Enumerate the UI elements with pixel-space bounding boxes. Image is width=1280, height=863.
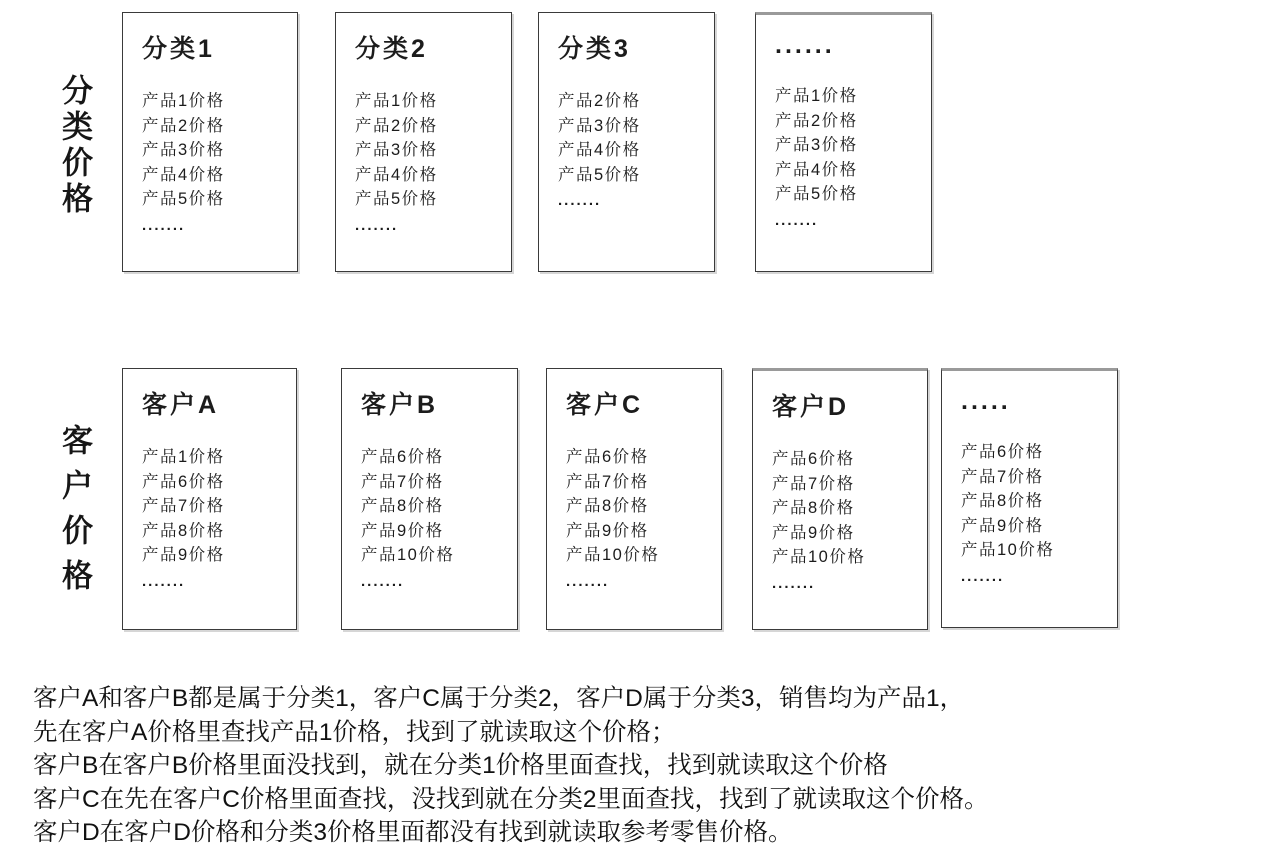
price-item: 产品5价格 bbox=[558, 165, 641, 184]
ellipsis-dots: ....... bbox=[566, 572, 610, 590]
price-item: 产品4价格 bbox=[142, 165, 225, 184]
customer-prices-row-label: 客户价格 bbox=[57, 424, 92, 604]
price-item: 产品6价格 bbox=[361, 448, 444, 466]
price-item: 产品6价格 bbox=[566, 448, 649, 466]
description-line: 先在客户A价格里查找产品1价格，找到了就读取这个价格； bbox=[33, 718, 676, 746]
category-prices-row-label: 分类价格 bbox=[57, 74, 92, 218]
price-item: 产品2价格 bbox=[142, 116, 225, 135]
description-line: 客户B在客户B价格里面没找到，就在分类1价格里面查找，找到就读取这个价格 bbox=[33, 752, 888, 779]
price-item: 产品9价格 bbox=[361, 521, 444, 540]
description-line: 客户C在先在客户C价格里面查找，没找到就在分类2里面查找，找到了就读取这个价格。 bbox=[33, 785, 989, 813]
ellipsis-dots: ....... bbox=[961, 567, 1005, 585]
price-item: 产品6价格 bbox=[772, 450, 855, 468]
price-item: 产品4价格 bbox=[558, 141, 641, 159]
description-line: 客户A和客户B都是属于分类1，客户C属于分类2，客户D属于分类3，销售均为产品1， bbox=[33, 685, 965, 712]
category-box-more bbox=[755, 12, 932, 272]
price-item: 产品9价格 bbox=[142, 546, 225, 564]
price-item: 产品6价格 bbox=[142, 472, 225, 491]
price-item: 产品9价格 bbox=[961, 516, 1044, 535]
price-item: 产品3价格 bbox=[775, 136, 858, 154]
customer-box-a bbox=[122, 368, 297, 630]
ellipsis-dots: ....... bbox=[558, 192, 602, 209]
price-item: 产品10价格 bbox=[361, 546, 455, 564]
box-title: 客户C bbox=[566, 391, 644, 419]
category-box-2 bbox=[335, 12, 512, 272]
price-item: 产品6价格 bbox=[961, 443, 1044, 461]
price-item: 产品4价格 bbox=[775, 160, 858, 179]
price-item: 产品1价格 bbox=[142, 92, 225, 110]
price-item: 产品7价格 bbox=[361, 472, 444, 491]
price-item: 产品1价格 bbox=[142, 448, 225, 466]
price-item: 产品10价格 bbox=[566, 546, 660, 564]
ellipsis-dots: ....... bbox=[355, 216, 399, 234]
price-item: 产品2价格 bbox=[558, 92, 641, 110]
ellipsis-dots: ....... bbox=[361, 572, 405, 590]
price-item: 产品1价格 bbox=[775, 87, 858, 105]
ellipsis-dots: ....... bbox=[142, 216, 186, 234]
ellipsis-dots: ....... bbox=[775, 211, 819, 229]
ellipsis-dots: ....... bbox=[772, 574, 816, 592]
box-title: ...... bbox=[775, 31, 835, 59]
pricing-logic-description bbox=[33, 682, 1268, 850]
price-item: 产品10价格 bbox=[772, 548, 866, 566]
customer-box-b bbox=[341, 368, 518, 630]
category-box-1 bbox=[122, 12, 298, 272]
price-item: 产品2价格 bbox=[775, 111, 858, 130]
price-item: 产品8价格 bbox=[361, 497, 444, 515]
price-item: 产品5价格 bbox=[775, 185, 858, 203]
price-item: 产品8价格 bbox=[961, 492, 1044, 510]
box-title: 分类2 bbox=[355, 35, 428, 63]
price-item: 产品9价格 bbox=[772, 523, 855, 542]
price-item: 产品7价格 bbox=[566, 472, 649, 491]
customer-box-c bbox=[546, 368, 722, 630]
price-item: 产品8价格 bbox=[142, 521, 225, 540]
price-item: 产品10价格 bbox=[961, 541, 1055, 559]
price-item: 产品9价格 bbox=[566, 521, 649, 540]
price-item: 产品8价格 bbox=[566, 497, 649, 515]
customer-box-d bbox=[752, 368, 928, 630]
price-item: 产品3价格 bbox=[355, 141, 438, 159]
box-title: 分类1 bbox=[142, 35, 215, 63]
price-item: 产品5价格 bbox=[355, 190, 438, 208]
price-item: 产品7价格 bbox=[961, 467, 1044, 486]
price-item: 产品4价格 bbox=[355, 165, 438, 184]
box-title: 分类3 bbox=[558, 35, 631, 63]
price-item: 产品1价格 bbox=[355, 92, 438, 110]
box-title: 客户B bbox=[361, 391, 439, 419]
price-item: 产品8价格 bbox=[772, 499, 855, 517]
price-item: 产品3价格 bbox=[558, 116, 641, 135]
price-item: 产品7价格 bbox=[772, 474, 855, 493]
category-box-3 bbox=[538, 12, 715, 272]
price-item: 产品2价格 bbox=[355, 116, 438, 135]
box-title: 客户D bbox=[772, 393, 850, 421]
box-title: ..... bbox=[961, 387, 1011, 415]
ellipsis-dots: ....... bbox=[142, 572, 186, 590]
customer-box-more bbox=[941, 368, 1118, 628]
box-title: 客户A bbox=[142, 391, 220, 419]
price-item: 产品5价格 bbox=[142, 190, 225, 208]
description-line: 客户D在客户D价格和分类3价格里面都没有找到就读取参考零售价格。 bbox=[33, 819, 793, 846]
price-item: 产品3价格 bbox=[142, 141, 225, 159]
price-item: 产品7价格 bbox=[142, 497, 225, 515]
